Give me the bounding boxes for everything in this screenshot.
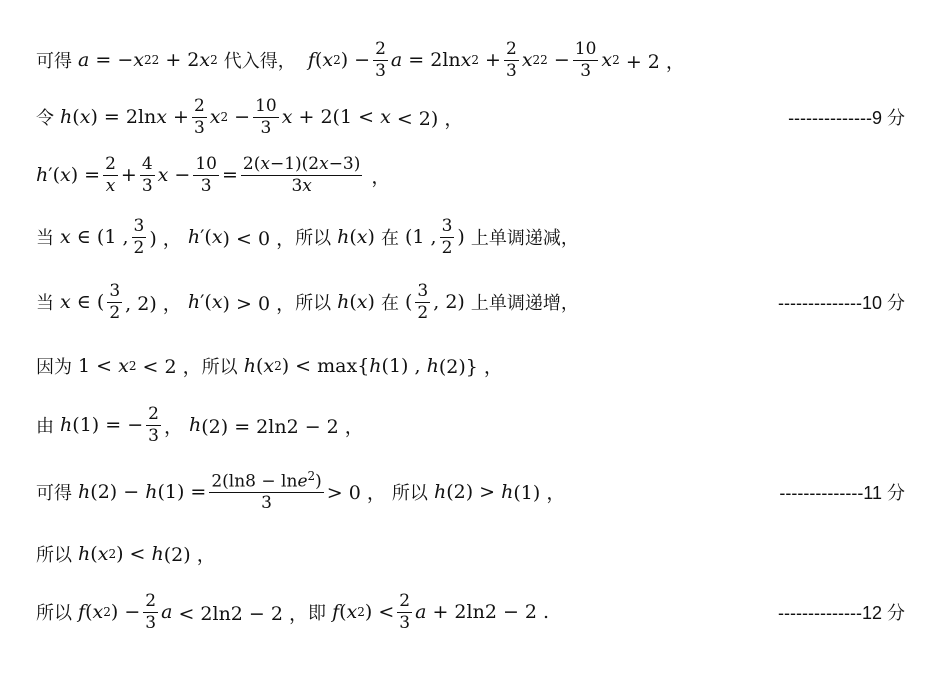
solution-line-1 — [36, 40, 905, 80]
solution-line-10 — [36, 592, 905, 632]
line-5-content: 当 x ∈ ( $\frac{3}{2}$ , 2) ， h ′( x ) > 0 ， 所以 h ( x ) 在 ( $\frac{3}{2}$ , 2) 上单调递增， — [36, 281, 579, 323]
solution-line-2 — [36, 97, 905, 137]
solution-line-6 — [36, 352, 905, 379]
line-4-content: 当 x ∈ (1 , $\frac{3}{2}$ ) ， h ′( x ) < 0 ， 所以 h ( x ) 在 (1 , $\frac{3}{2}$ ) 上单调递减， — [36, 216, 579, 258]
score-mark: --------------12 分 — [778, 603, 905, 624]
score-mark: --------------9 分 — [788, 108, 905, 129]
line-10-content: 所以 f ( x 2 ) − $\frac{2}{3}$ a < 2ln2 − 2 ， 即 f ( x 2 ) < $\frac{2}{3}$ a + 2ln2 − 2 . — [36, 591, 550, 633]
line-1-content: 可得 a = − x 2 2 + 2 x 2 代入得， f ( x 2 ) − $\frac{2}{3}$ a = 2ln x 2 + $\frac{2}{3}$ x 2 2 − $\frac{10}{3}$ x 2 + 2 ， — [36, 39, 685, 81]
line-3-content: h ′( x ) = $\frac{2}{x}$ + $\frac{4}{3}$ x − $\frac{10}{3}$ = $\frac{2(x-1)(2x-3)}{3x}$ ， — [36, 154, 391, 196]
line-7-content: 由 h (1) = − $\frac{2}{3}$ ， h (2) = 2ln2 − 2 ， — [36, 404, 364, 446]
line-8-content: 可得 h (2) − h (1) = $\frac{2(\ln 8 - \ln e^2)}{3}$ > 0 ， 所以 h (2) > h (1) ， — [36, 469, 566, 514]
solution-line-7 — [36, 405, 905, 445]
line-2-content: 令 h ( x ) = 2ln x + $\frac{2}{3}$ x 2 − $\frac{10}{3}$ x + 2(1 < x < 2) ， — [36, 96, 464, 138]
solution-line-9 — [36, 540, 905, 567]
line-9-content: 所以 h ( x 2 ) < h (2) ， — [36, 542, 216, 566]
line-6-content: 因为 1 < x 2 < 2 ， 所以 h ( x 2 ) < max{ h (1) , h (2)} ， — [36, 354, 503, 378]
score-mark: --------------10 分 — [778, 293, 905, 314]
solution-line-8 — [36, 470, 905, 513]
solution-line-3 — [36, 155, 905, 195]
solution-line-5 — [36, 282, 905, 322]
score-mark: --------------11 分 — [779, 482, 905, 503]
solution-line-4 — [36, 217, 905, 257]
